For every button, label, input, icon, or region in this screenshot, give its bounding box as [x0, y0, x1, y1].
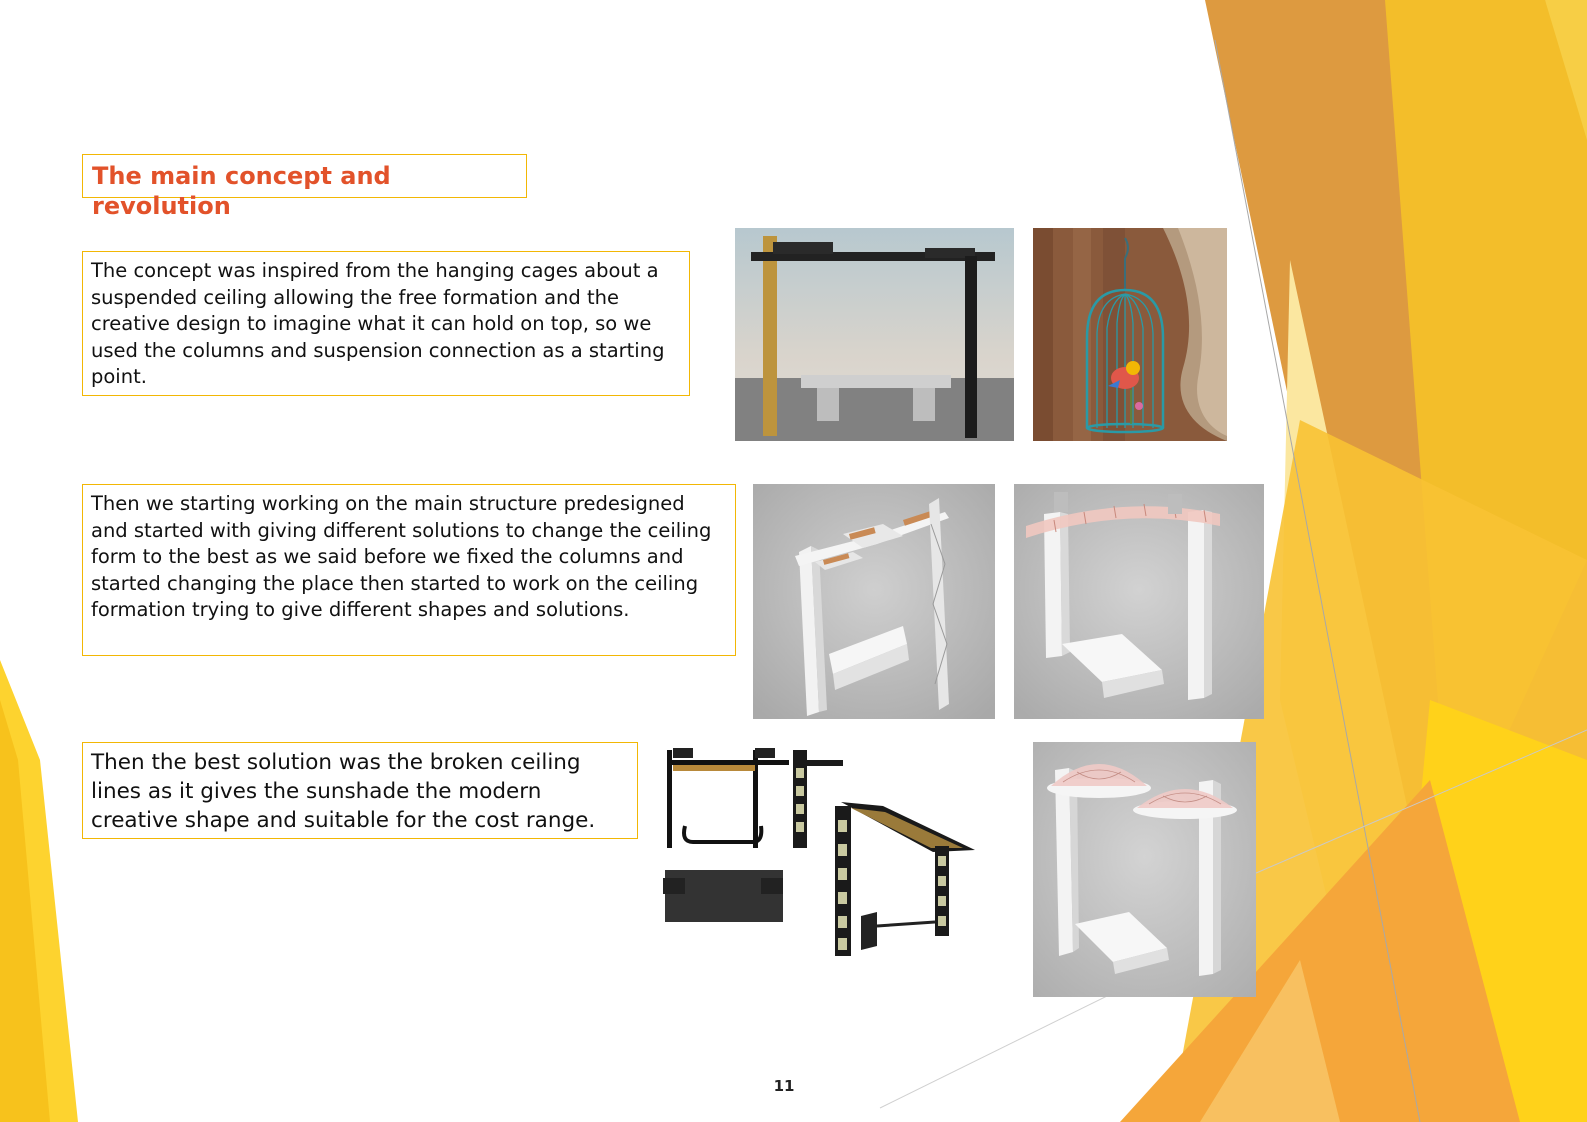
paragraph-solution: Then the best solution was the broken ceiling lines as it gives the sunshade the modern creative shape and suitable for the cost range.: [82, 742, 638, 839]
paragraph-structure: Then we starting working on the main structure predesigned and started with giving different solutions to change the ceiling form to the best as we said before we fixed the columns and started changing the place then started to work on the ceiling formation trying to give different shapes and solutions.: [82, 484, 736, 656]
shelter-grid-ceiling-image: [753, 484, 995, 719]
paragraph-concept: The concept was inspired from the hanging cages about a suspended ceiling allowing the free formation and the creative design to imagine what it can hold on top, so we used the columns and suspension connection as a starting point.: [82, 251, 690, 396]
shelter-curved-canopy-image: [1014, 484, 1264, 719]
page-number: 11: [773, 1077, 795, 1095]
shelter-dome-canopy-image: [1033, 742, 1256, 997]
hanging-bird-cage-image: [1033, 228, 1227, 441]
slide-title: The main concept and revolution: [82, 154, 527, 198]
broken-ceiling-sketches-image: [663, 746, 978, 960]
bus-shelter-render-image: [735, 228, 1014, 441]
